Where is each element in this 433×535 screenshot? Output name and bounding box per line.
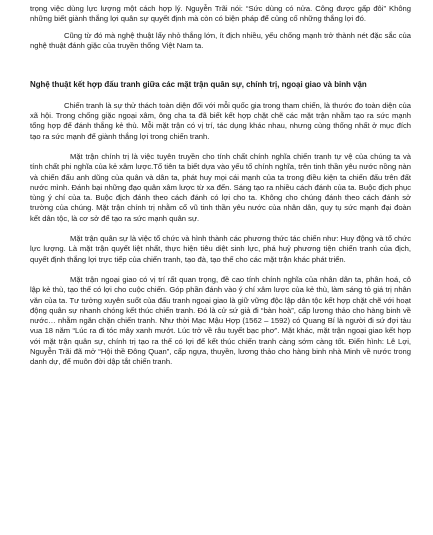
paragraph-political-front: Mặt trận chính trị là việc tuyên truyền cho tính chất chính nghĩa chiến tranh tự vệ của chúng ta và tính chất phi nghĩa của kẻ xâm lược.Tổ tiên ta biết dựa vào yếu tố chính nghĩa, trên tinh thần yêu nước nồng nàn và chiến đấu anh dũng của quân và dân ta, phát huy mọi cái mạnh của ta trong điều kiện ta chiến đấu trên đất nước mình. Đánh bại những đạo quân xâm lược từ xa đến. Sáng tạo ra nhiều cách đánh của ta. Buộc địch phục tùng ý chí của ta. Buộc địch đánh theo cách đánh có lợi cho ta. Không cho chúng đánh theo cách đánh sở trường của chúng. Mặt trận chính trị nhằm cổ vũ tinh thần yêu nước của nhân dân, quy tụ sức mạnh đại đoàn kết dân tộc, là cơ sở để tạo ra sức mạnh quân sự. <box>30 151 411 223</box>
section-heading: Nghệ thuật kết hợp đấu tranh giữa các mặt trận quân sự, chính trị, ngoại giao và binh vận <box>30 80 367 90</box>
paragraph-continuation: trọng việc dùng lực lượng một cách hợp lý. Nguyễn Trãi nói: “Sức dùng có nửa. Công được gấp đôi” Không những biết giành thắng lợi quân sự quyết định mà còn có biện pháp để củng cố những thắng lợi đó. <box>30 4 411 24</box>
paragraph-diplomatic-front: Mặt trận ngoại giao có vị trí rất quan trọng, đề cao tính chính nghĩa của nhân dân ta, phân hoá, cô lập kẻ thù, tạo thế có lợi cho cuộc chiến. Góp phần đánh vào ý chí xâm lược của kẻ thù, làm sáng tỏ giá trị nhân văn của ta. Tư tưởng xuyên suốt của đấu tranh ngoại giao là giữ vững độc lập dân tộc kết hợp chặt chẽ với hoạt động quân sự nhanh chóng kết thúc chiến tranh. Đó là cử sứ giả đi “bàn hoà”, cấp lương thảo cho hàng binh về nước… nhằm ngăn chặn chiến tranh. Như thời Mạc Mậu Hợp (1562 – 1592) có Quang Bí là người đi sứ đợi tàu vua 18 năm “Lúc ra đi tóc mây xanh mướt. Lúc trở về râu tuyết bạc phơ”. Mặt khác, mặt trận ngoại giao kết hợp với mặt trận quân sự, chính trị tạo ra thế có lợi để kết thúc chiến tranh càng sớm càng tốt. Điển hình: Lê Lợi, Nguyễn Trãi đã mở “Hội thề Đông Quan”, cấp ngựa, thuyền, lương thảo cho hàng binh nhà Minh về nước trong danh dự, để muôn đời dập tắt chiến tranh. <box>30 274 411 367</box>
paragraph-war-overview: Chiến tranh là sự thử thách toàn diện đối với mỗi quốc gia trong tham chiến, là thước đo toàn diện của xã hội. Trong chống giặc ngoại xâm, ông cha ta đã biết kết hợp chặt chẽ các mặt trận nhằm tạo ra sức mạnh tổng hợp để đánh thắng kẻ thù. Mỗi mặt trận có vị trí, tác dụng khác nhau, nhưng cùng thống nhất ở mục đích tạo ra sức mạnh để giành thắng lợi trong chiến tranh. <box>30 100 411 141</box>
paragraph-military-front: Mặt trận quân sự là việc tổ chức và hình thành các phương thức tác chiến như: Huy động và tổ chức lực lượng. Là mặt trận quyết liệt nhất, thực hiện tiêu diệt sinh lực, phá huỷ phương tiện chiến tranh của địch, quyết định thắng lợi trực tiếp của chiến tranh, tạo đà, tạo thế cho các mặt trận khác phát triển. <box>30 234 411 264</box>
paragraph-conclusion: Cũng từ đó mà nghệ thuật lấy nhỏ thắng lớn, ít địch nhiều, yếu chống mạnh trở thành nét đặc sắc của nghệ thuật đánh giặc của truyền thống Việt Nam ta. <box>30 30 411 50</box>
